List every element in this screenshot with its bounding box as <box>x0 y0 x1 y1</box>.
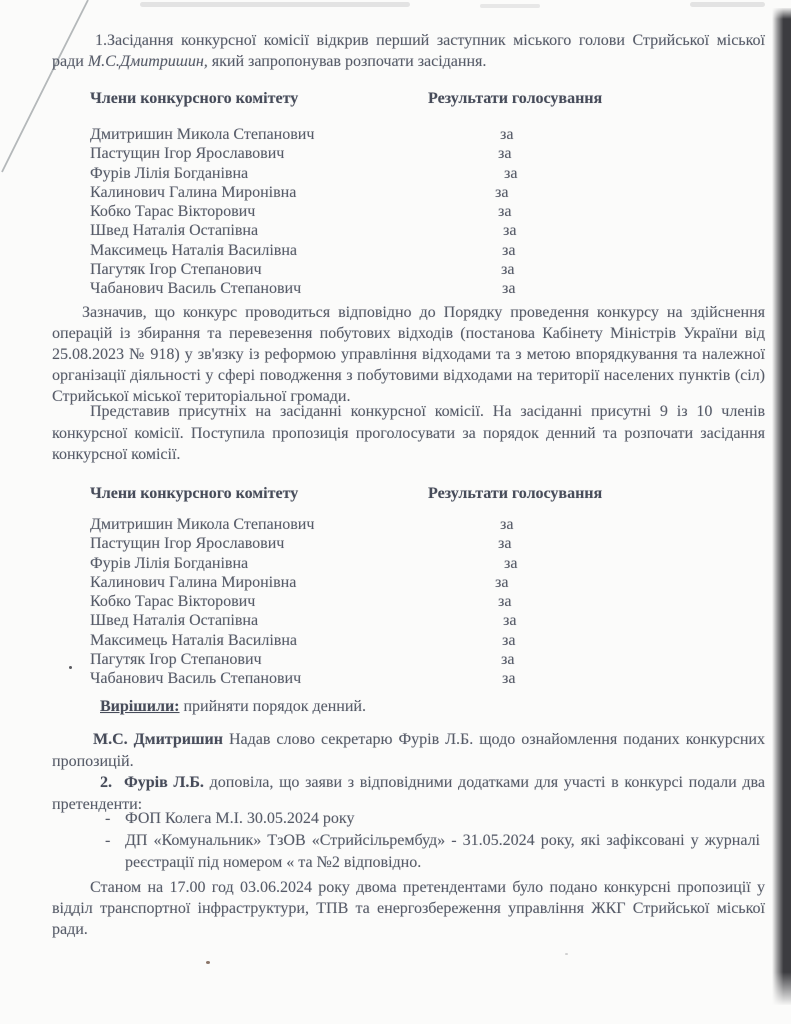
member-name: Швед Наталія Остапівна <box>90 222 259 240</box>
member-name: Пастущин Ігор Ярославович <box>90 145 285 163</box>
applicants-list <box>105 808 760 874</box>
member-name: Дмитришин Микола Степанович <box>90 126 315 143</box>
vote-value: за <box>498 593 512 611</box>
page-fold-crease <box>0 0 100 180</box>
results-column-header: Результати голосування <box>428 90 603 107</box>
voting-table-rows <box>90 125 650 299</box>
opening-paragraph <box>52 30 765 72</box>
member-name: Пагутяк Ігор Степанович <box>90 261 262 279</box>
speech-dmytryshyn <box>52 729 765 772</box>
table-row <box>90 164 650 183</box>
item-number: 2. <box>100 774 112 791</box>
table-row <box>90 534 650 553</box>
table-row <box>90 515 650 534</box>
vote-value: за <box>498 203 512 221</box>
vote-value: за <box>498 535 512 553</box>
scan-smudge <box>480 4 540 8</box>
voting-table-2 <box>90 483 650 689</box>
table-row <box>90 279 650 298</box>
table-row <box>90 241 650 260</box>
vote-value: за <box>503 222 517 240</box>
resolution-line <box>100 696 366 717</box>
dash-bullet-marker: - <box>105 810 111 827</box>
stray-ink-dot <box>69 666 72 669</box>
member-name: Кобко Тарас Вікторович <box>90 203 256 221</box>
item-text: доповіла, що заяви з відповідними додатками для участі в конкурсі подали два претенденти: <box>52 774 765 813</box>
vote-value: за <box>504 554 518 572</box>
scan-edge-shadow <box>772 8 791 1005</box>
speaker-name-bold: Фурів Л.Б. <box>124 774 204 791</box>
table-row <box>90 260 650 279</box>
opening-paragraph-text: 1.Засідання конкурсної комісії відкрив перший заступник міського голови Стрийської міської ради <box>52 32 765 70</box>
vote-value: за <box>495 573 509 591</box>
members-column-header: Члени конкурсного комітету <box>90 485 299 502</box>
table-row <box>90 125 650 144</box>
member-name: Чабанович Василь Степанович <box>90 670 302 688</box>
attendance-paragraph: Представив присутніх на засіданні конкурсної комісії. На засіданні присутні 9 із 10 членів конкурсної комісії. Поступила пропозиція проголосувати за порядок денний та розпочати засідання конкурсної комісії. <box>52 403 765 463</box>
list-item <box>105 808 760 830</box>
member-name: Дмитришин Микола Степанович <box>90 516 315 533</box>
speaker-name-italic: М.С.Дмитришин, <box>87 53 208 70</box>
vote-value: за <box>500 516 514 533</box>
vote-value: за <box>498 145 512 163</box>
voting-table-1 <box>90 88 650 299</box>
voting-table-rows <box>90 515 650 689</box>
voting-table-header <box>90 88 650 109</box>
resolution-label: Вирішили: <box>100 698 180 715</box>
vote-value: за <box>495 183 509 201</box>
vote-value: за <box>501 261 515 279</box>
vote-value: за <box>504 164 518 182</box>
member-name: Калинович Галина Миронівна <box>90 573 297 591</box>
table-row <box>90 650 650 669</box>
vote-value: за <box>503 612 517 630</box>
stray-ink-dot <box>206 961 210 964</box>
list-item <box>105 830 760 874</box>
scan-smudge <box>140 2 410 7</box>
vote-value: за <box>501 651 515 669</box>
member-name: Максимець Наталія Василівна <box>90 241 297 259</box>
member-name: Калинович Галина Миронівна <box>90 183 297 201</box>
speech-text: Надав слово секретарю Фурів Л.Б. щодо ознайомлення поданих конкурсних пропозицій. <box>52 731 765 770</box>
vote-value: за <box>502 670 516 688</box>
table-row <box>90 669 650 688</box>
member-name: Пагутяк Ігор Степанович <box>90 651 262 669</box>
closing-paragraph: Станом на 17.00 год 03.06.2024 року двома претендентами було подано конкурсні пропозиції у відділ транспортної інфраструктури, ТПВ та енергозбереження управління ЖКГ Стрийської міської ради. <box>52 879 765 938</box>
table-row <box>90 631 650 650</box>
member-name: Чабанович Василь Степанович <box>90 280 302 298</box>
voting-table-header <box>90 483 650 504</box>
member-name: Швед Наталія Остапівна <box>90 612 259 630</box>
applicant-text: ФОП Колега М.І. 30.05.2024 року <box>125 810 355 827</box>
dash-bullet-marker: - <box>105 832 111 849</box>
competition-order-paragraph: Зазначив, що конкурс проводиться відповідно до Порядку проведення конкурсу на здійснення операцій із збирання та перевезення побутових відходів (постанова Кабінету Міністрів України від 25.08.2023 № 918) у зв'язку із реформою управління відходами та з метою впорядкування та належної організації діяльності у сфері поводження з побутовими відходами на території населених пунктів (сіл) Стрийської міської територіальної громади. <box>52 304 765 405</box>
member-name: Кобко Тарас Вікторович <box>90 593 256 611</box>
table-row <box>90 144 650 163</box>
table-row <box>90 592 650 611</box>
vote-value: за <box>502 631 516 649</box>
members-column-header: Члени конкурсного комітету <box>90 90 299 107</box>
table-row <box>90 202 650 221</box>
table-row <box>90 554 650 573</box>
vote-value: за <box>502 280 516 298</box>
member-name: Фурів Лілія Богданівна <box>90 554 249 572</box>
member-name: Фурів Лілія Богданівна <box>90 164 249 182</box>
scan-smudge <box>690 2 765 7</box>
member-name: Пастущин Ігор Ярославович <box>90 535 285 553</box>
table-row <box>90 221 650 240</box>
stray-ink-dot <box>565 953 568 955</box>
applicant-text: ДП «Комунальник» ТзОВ «Стрийсільрембуд» - 31.05.2024 року, які зафіксовані у журналі реєстрації під номером « та №2 відповідно. <box>125 832 760 871</box>
opening-paragraph-text: який запропонував розпочати засідання. <box>207 53 487 70</box>
vote-value: за <box>502 241 516 259</box>
results-column-header: Результати голосування <box>428 485 603 502</box>
resolution-text: прийняти порядок денний. <box>179 698 366 715</box>
table-row <box>90 573 650 592</box>
member-name: Максимець Наталія Василівна <box>90 631 297 649</box>
vote-value: за <box>500 126 514 143</box>
table-row <box>90 183 650 202</box>
table-row <box>90 611 650 630</box>
speaker-name-bold: М.С. Дмитришин <box>93 731 223 748</box>
